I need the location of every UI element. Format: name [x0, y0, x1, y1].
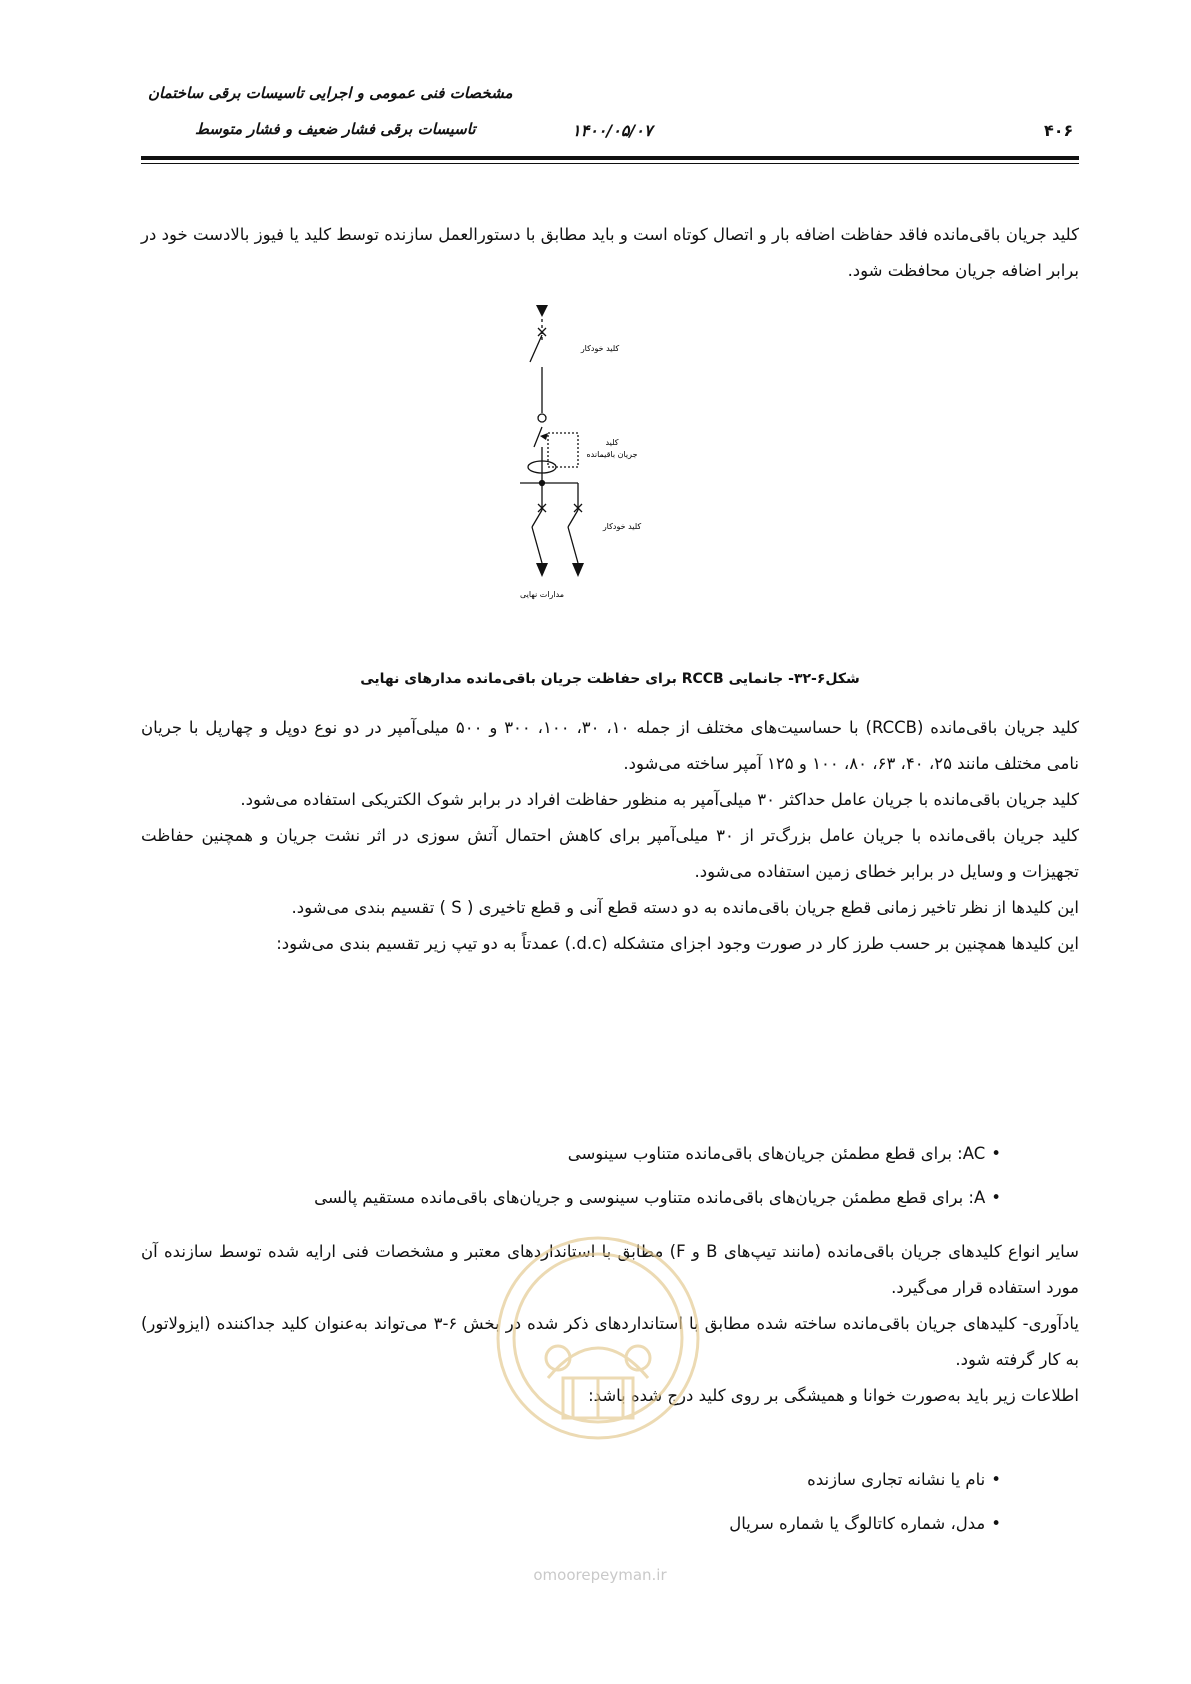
bullet-model-text: مدل، شماره کاتالوگ یا شماره سریال	[729, 1514, 986, 1533]
intro-section	[141, 217, 1079, 289]
branch-breaker-2	[532, 510, 542, 527]
bullet-type-ac	[141, 1136, 1001, 1172]
main-section	[141, 710, 1079, 962]
label-rcd-line1: کلید	[605, 438, 619, 447]
bullet-type-a-text: A: برای قطع مطمئن جریان‌های باقی‌مانده متناوب سینوسی و جریان‌های باقی‌مانده مستقیم پالسی	[314, 1188, 986, 1207]
bullet-icon: •	[991, 1470, 1001, 1489]
paragraph-time-delay: این کلیدها از نظر تاخیر زمانی قطع جریان باقی‌مانده به دو دسته قطع آنی و قطع تاخیری ( S ) تقسیم بندی می‌شود.	[291, 898, 1079, 917]
page-number: ۴۰۶	[1044, 121, 1074, 140]
watermark-logo-icon	[488, 1228, 708, 1448]
bullet-manufacturer	[141, 1462, 1001, 1498]
label-breaker-top: کلید خودکار	[580, 344, 620, 353]
bullet-manufacturer-text: نام یا نشانه تجاری سازنده	[807, 1470, 986, 1489]
final-circuit-arrow-icon	[572, 563, 584, 577]
intro-paragraph: کلید جریان باقی‌مانده فاقد حفاظت اضافه بار و اتصال کوتاه است و باید مطابق با دستورالعمل سازنده توسط کلید یا فیوز بالادست خود در برابر اضافه جریان محافظت شود.	[141, 225, 1079, 280]
label-final-circuits: مدارات نهایی	[520, 590, 565, 599]
watermark-url: omoorepeyman.ir	[533, 1566, 667, 1584]
rccb-diagram	[520, 305, 740, 650]
paragraph-note-isolator: یادآوری- کلیدهای جریان باقی‌مانده ساخته شده مطابق با استانداردهای ذکر شده در بخش ۶-۳ می‌تواند به‌عنوان کلید جداکننده (ایزولاتور) به کار گرفته شود.	[141, 1314, 1079, 1369]
rcd-contact	[534, 427, 542, 447]
paragraph-other-types: سایر انواع کلیدهای جریان باقی‌مانده (مانند تیپ‌های B و F) مطابق با استانداردهای معتبر و مشخصات فنی ارایه شده توسط سازنده آن مورد استفاده قرار می‌گیرد.	[141, 1242, 1079, 1297]
paragraph-30ma: کلید جریان باقی‌مانده با جریان عامل حداکثر ۳۰ میلی‌آمپر به منظور حفاظت افراد در برابر شوک الکتریکی استفاده می‌شود.	[240, 790, 1079, 809]
final-circuit-arrow-icon	[536, 563, 548, 577]
bullet-icon: •	[991, 1188, 1001, 1207]
paragraph-over-30ma: کلید جریان باقی‌مانده با جریان عامل بزرگ‌تر از ۳۰ میلی‌آمپر برای کاهش احتمال آتش سوزی در اثر نشت جریان و همچنین حفاظت تجهیزات و وسایل در برابر خطای زمین استفاده می‌شود.	[141, 826, 1080, 881]
document-date: ۱۴۰۰/۰۵/۰۷	[572, 121, 653, 140]
paragraph-types-intro: این کلیدها همچنین بر حسب طرز کار در صورت وجود اجزای متشکله (d.c.) عمدتاً به دو تیپ زیر تقسیم بندی می‌شود:	[276, 934, 1079, 953]
bullet-model	[141, 1506, 1001, 1542]
bullet-icon: •	[991, 1514, 1001, 1533]
label-rcd-line2: جریان باقیمانده	[586, 450, 638, 459]
supply-arrow-icon	[536, 305, 548, 317]
document-title: مشخصات فنی عمومی و اجرایی تاسیسات برقی ساختمان	[148, 84, 513, 102]
breaker-contact-top	[530, 335, 542, 362]
paragraph-sensitivities: کلید جریان باقی‌مانده (RCCB) با حساسیت‌های مختلف از جمله ۱۰، ۳۰، ۱۰۰، ۳۰۰ و ۵۰۰ میلی‌آمپر در دو نوع دوپل و چهارپل با جریان نامی مختلف مانند ۲۵، ۴۰، ۶۳، ۸۰، ۱۰۰ و ۱۲۵ آمپر ساخته می‌شود.	[141, 718, 1080, 773]
figure-caption: شکل۶-۳۲- جانمایی RCCB برای حفاظت جریان باقی‌مانده مدارهای نهایی	[360, 671, 860, 687]
header-rule-thin	[141, 163, 1079, 164]
paragraph-marking: اطلاعات زیر باید به‌صورت خوانا و همیشگی بر روی کلید درج شده باشد:	[588, 1386, 1079, 1405]
bullet-type-ac-text: AC: برای قطع مطمئن جریان‌های باقی‌مانده متناوب سینوسی	[567, 1144, 986, 1163]
bullet-icon: •	[991, 1144, 1001, 1163]
document-subtitle: تاسیسات برقی فشار ضعیف و فشار متوسط	[195, 120, 476, 138]
label-breaker-bottom: کلید خودکار	[602, 522, 642, 531]
bullet-type-a	[141, 1180, 1001, 1216]
header-rule-thick	[141, 156, 1079, 160]
branch-breaker-3	[568, 510, 578, 527]
